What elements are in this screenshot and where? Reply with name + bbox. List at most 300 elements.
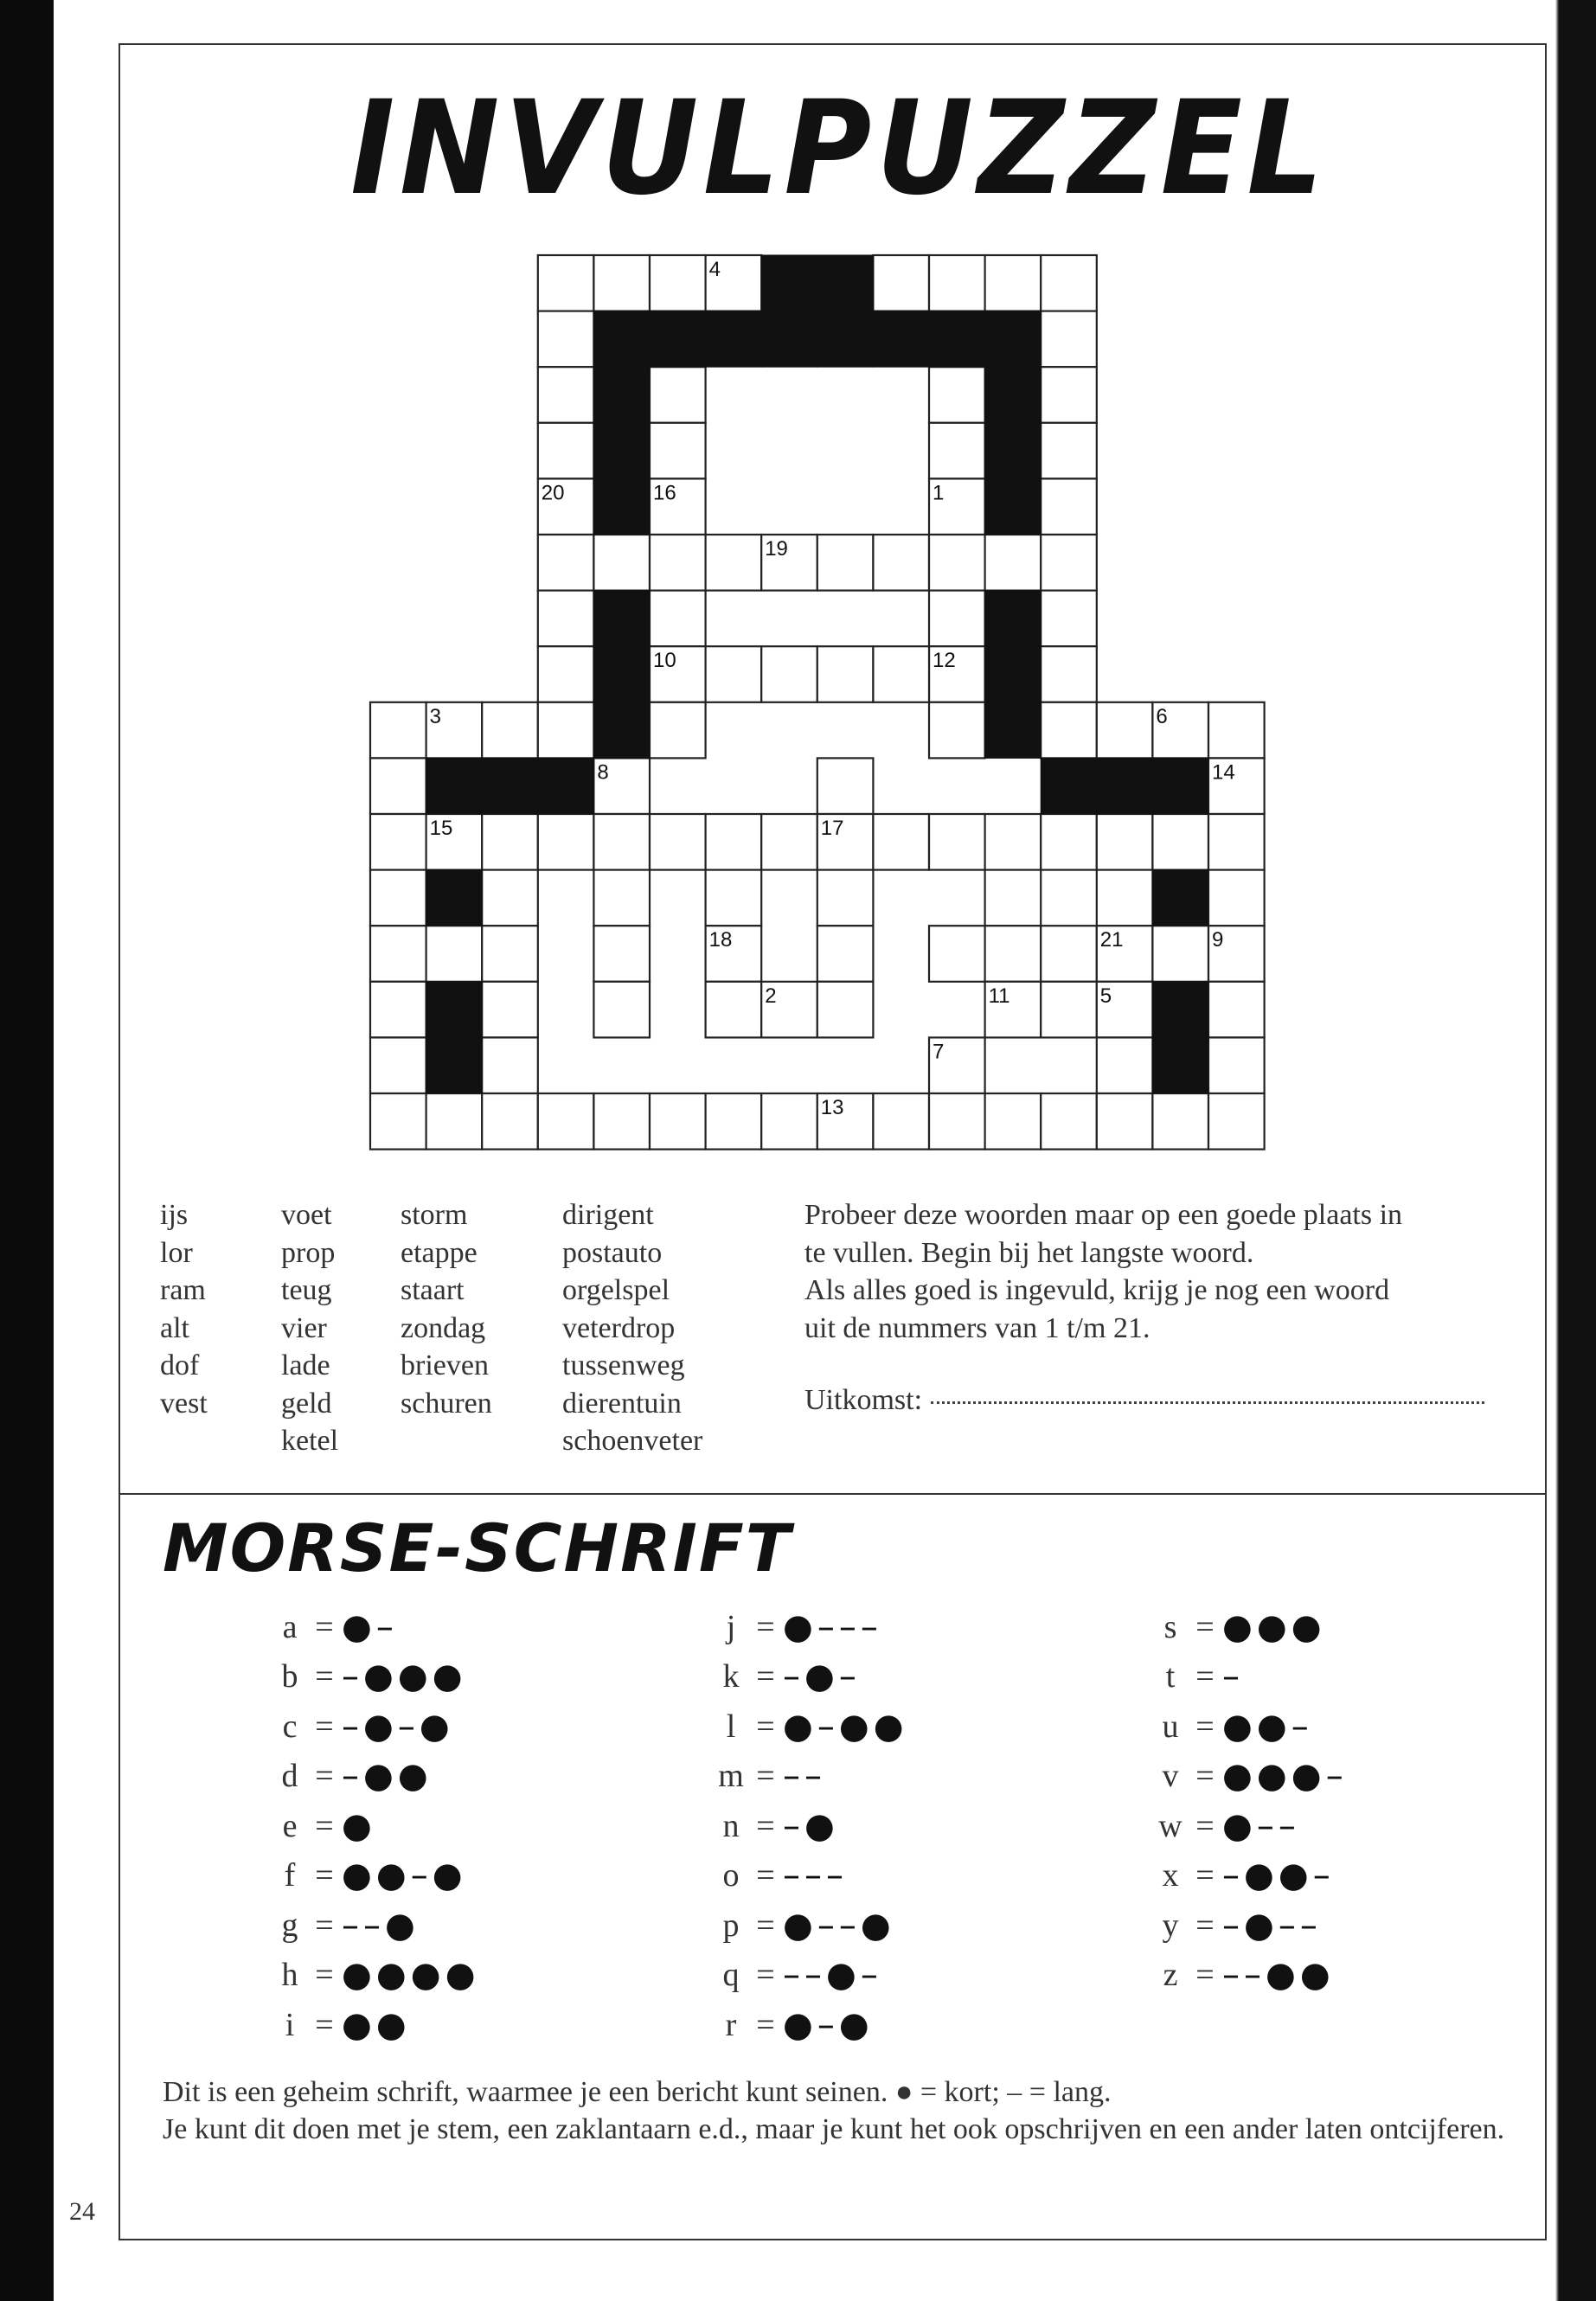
- grid-cell[interactable]: [1208, 1093, 1265, 1150]
- grid-cell[interactable]: [482, 1093, 538, 1150]
- morse-row-s: [1153, 1602, 1348, 1652]
- word: etappe: [401, 1236, 478, 1269]
- grid-cell[interactable]: [1041, 423, 1097, 479]
- grid-cell[interactable]: [1041, 311, 1097, 368]
- answer-line[interactable]: [804, 1384, 1484, 1417]
- grid-black-cell: [985, 367, 1042, 423]
- grid-cell[interactable]: [650, 1093, 706, 1150]
- morse-row-g: [272, 1900, 480, 1951]
- word: teug: [281, 1274, 332, 1306]
- morse-row-d: [272, 1752, 480, 1802]
- grid-cell[interactable]: [1208, 1037, 1265, 1093]
- cell-number: 3: [429, 704, 441, 728]
- grid-cell[interactable]: [706, 1093, 762, 1150]
- equals-sign: =: [315, 1608, 334, 1645]
- morse-letter: q: [722, 1957, 740, 1994]
- morse-letter: u: [1162, 1708, 1179, 1745]
- grid-cell[interactable]: [482, 926, 538, 982]
- grid-cell[interactable]: [1097, 1093, 1153, 1150]
- grid-cell[interactable]: [929, 814, 985, 870]
- morse-row-r: [714, 2000, 908, 2050]
- equals-sign: =: [315, 1907, 334, 1944]
- word-column-2: [281, 1196, 338, 1460]
- equals-sign: =: [756, 1758, 775, 1795]
- cell-number: 5: [1099, 984, 1112, 1008]
- grid-cell[interactable]: [929, 1093, 985, 1150]
- morse-letter: z: [1163, 1957, 1178, 1994]
- morse-code: ●: [342, 1805, 376, 1846]
- cell-number: 2: [765, 984, 777, 1008]
- equals-sign: =: [756, 1807, 775, 1844]
- answer-label: Uitkomst:: [804, 1384, 923, 1416]
- instruction-line: te vullen. Begin bij het langste woord.: [804, 1236, 1254, 1269]
- morse-letter: y: [1162, 1907, 1179, 1944]
- grid-cell[interactable]: [538, 702, 594, 759]
- grid-cell[interactable]: [817, 982, 874, 1038]
- page-number: 24: [69, 2197, 95, 2226]
- morse-code: –●––: [1222, 1905, 1322, 1945]
- morse-letter: b: [281, 1658, 298, 1695]
- grid-cell[interactable]: [370, 982, 426, 1038]
- morse-code: –: [1222, 1657, 1244, 1697]
- morse-row-m: [714, 1752, 908, 1802]
- morse-letter: f: [284, 1857, 296, 1894]
- cell-number: 12: [933, 649, 956, 673]
- grid-cell[interactable]: [482, 1037, 538, 1093]
- morse-row-v: [1153, 1752, 1348, 1802]
- grid-cell[interactable]: [593, 255, 650, 311]
- grid-black-cell: [985, 311, 1042, 368]
- grid-cell[interactable]: [538, 423, 594, 479]
- grid-cell[interactable]: [370, 870, 426, 926]
- morse-row-o: [714, 1851, 908, 1901]
- grid-cell[interactable]: [817, 646, 874, 702]
- morse-code: ●●●–: [1222, 1756, 1348, 1797]
- morse-letter: h: [281, 1957, 298, 1994]
- grid-black-cell: [593, 478, 650, 535]
- grid-cell[interactable]: [706, 646, 762, 702]
- instruction-line: uit de nummers van 1 t/m 21.: [804, 1311, 1151, 1344]
- cell-number: 15: [429, 817, 453, 840]
- grid-black-cell: [706, 311, 762, 368]
- grid-black-cell: [1097, 758, 1153, 814]
- morse-row-c: [272, 1702, 480, 1752]
- grid-black-cell: [985, 591, 1042, 647]
- morse-letter: g: [281, 1907, 298, 1944]
- morse-code: –●●: [342, 1756, 433, 1797]
- morse-code: ●●●: [1222, 1606, 1326, 1647]
- grid-cell[interactable]: [1041, 926, 1097, 982]
- morse-row-q: [714, 1951, 908, 2001]
- morse-code: ●––●: [783, 1905, 895, 1945]
- grid-black-cell: [761, 311, 817, 368]
- equals-sign: =: [1195, 1857, 1215, 1894]
- grid-black-cell: [650, 311, 706, 368]
- grid-cell[interactable]: [1152, 814, 1208, 870]
- grid-cell[interactable]: [650, 702, 706, 759]
- grid-cell[interactable]: [1097, 1037, 1153, 1093]
- grid-cell[interactable]: [1208, 702, 1265, 759]
- grid-black-cell: [817, 311, 874, 368]
- word: prop: [281, 1236, 336, 1269]
- grid-cell[interactable]: [1041, 591, 1097, 647]
- morse-row-a: [272, 1602, 480, 1652]
- grid-black-cell: [817, 255, 874, 311]
- explanation-line: Dit is een geheim schrift, waarmee je een bericht kunt seinen. ● = kort; – = lang.: [163, 2076, 1112, 2108]
- grid-cell[interactable]: [817, 926, 874, 982]
- morse-code: –●●●: [342, 1657, 467, 1697]
- morse-letter: m: [718, 1758, 744, 1795]
- morse-letter: e: [282, 1807, 298, 1844]
- grid-cell[interactable]: [593, 870, 650, 926]
- grid-cell[interactable]: [370, 926, 426, 982]
- grid-cell[interactable]: [370, 1093, 426, 1150]
- grid-cell[interactable]: [985, 1093, 1042, 1150]
- word: ram: [160, 1274, 206, 1306]
- grid-cell[interactable]: [873, 1093, 929, 1150]
- grid-cell[interactable]: [650, 814, 706, 870]
- grid-cell[interactable]: [873, 814, 929, 870]
- morse-letter: a: [282, 1608, 298, 1645]
- cell-number: 9: [1212, 928, 1224, 952]
- morse-letter: o: [722, 1857, 740, 1894]
- morse-row-l: [714, 1702, 908, 1752]
- word: schoenveter: [562, 1425, 703, 1457]
- morse-letter: p: [722, 1907, 740, 1944]
- grid-cell[interactable]: [929, 255, 985, 311]
- morse-code: –●●–: [1222, 1856, 1335, 1896]
- grid-cell[interactable]: [650, 367, 706, 423]
- grid-cell[interactable]: [538, 535, 594, 591]
- grid-cell[interactable]: [1208, 870, 1265, 926]
- cell-number: 19: [765, 537, 788, 561]
- grid-black-cell: [593, 423, 650, 479]
- morse-code: ––●: [342, 1905, 420, 1945]
- grid-cell[interactable]: [817, 870, 874, 926]
- grid-black-cell: [426, 982, 483, 1038]
- morse-code: ●●–●: [342, 1856, 467, 1896]
- grid-cell[interactable]: [985, 926, 1042, 982]
- grid-cell[interactable]: [482, 814, 538, 870]
- word: dirigent: [562, 1199, 654, 1231]
- morse-letter: l: [726, 1708, 736, 1745]
- morse-code: ●●: [342, 2004, 411, 2045]
- instruction-line: Als alles goed is ingevuld, krijg je nog een woord: [804, 1274, 1390, 1306]
- grid-cell[interactable]: [370, 702, 426, 759]
- grid-black-cell: [1152, 758, 1208, 814]
- equals-sign: =: [1195, 1957, 1215, 1994]
- grid-black-cell: [761, 255, 817, 311]
- grid-cell[interactable]: [538, 367, 594, 423]
- grid-cell[interactable]: [706, 982, 762, 1038]
- grid-cell[interactable]: [482, 982, 538, 1038]
- word: schuren: [401, 1387, 492, 1420]
- grid-cell[interactable]: [650, 255, 706, 311]
- equals-sign: =: [756, 1907, 775, 1944]
- word: voet: [281, 1199, 332, 1231]
- word: ketel: [281, 1425, 339, 1457]
- grid-black-cell: [593, 646, 650, 702]
- cell-number: 8: [597, 760, 609, 785]
- morse-code: ––●–: [783, 1955, 882, 1996]
- grid-cell[interactable]: [985, 870, 1042, 926]
- morse-explanation: [163, 2073, 1512, 2148]
- grid-cell[interactable]: [593, 814, 650, 870]
- cell-number: 17: [820, 817, 844, 840]
- grid-black-cell: [426, 1037, 483, 1093]
- grid-cell[interactable]: [538, 255, 594, 311]
- grid-cell[interactable]: [538, 646, 594, 702]
- grid-black-cell: [985, 702, 1042, 759]
- grid-cell[interactable]: [650, 535, 706, 591]
- grid-cell[interactable]: [650, 591, 706, 647]
- morse-row-k: [714, 1652, 908, 1702]
- cell-number: 10: [653, 649, 676, 673]
- morse-code: ●●–: [1222, 1706, 1313, 1747]
- grid-cell[interactable]: [1152, 926, 1208, 982]
- word: veterdrop: [562, 1311, 676, 1344]
- word: tussenweg: [562, 1349, 685, 1381]
- cell-number: 18: [708, 928, 733, 952]
- puzzle-title: INVULPUZZEL: [350, 74, 1328, 224]
- cell-number: 4: [708, 258, 721, 281]
- equals-sign: =: [1195, 1608, 1215, 1645]
- equals-sign: =: [1195, 1758, 1215, 1795]
- word: brieven: [401, 1349, 489, 1381]
- grid-cell[interactable]: [761, 1093, 817, 1150]
- word: staart: [401, 1274, 465, 1306]
- equals-sign: =: [756, 1658, 775, 1695]
- morse-letter: r: [725, 2006, 737, 2043]
- grid-cell[interactable]: [929, 367, 985, 423]
- morse-code: ●–●●: [783, 1706, 908, 1747]
- morse-letter: d: [281, 1758, 298, 1795]
- grid-cell[interactable]: [1041, 646, 1097, 702]
- grid-cell[interactable]: [593, 535, 650, 591]
- grid-cell[interactable]: [1097, 702, 1153, 759]
- grid-cell[interactable]: [426, 1093, 483, 1150]
- grid-black-cell: [1152, 1037, 1208, 1093]
- equals-sign: =: [315, 1957, 334, 1994]
- grid-cell[interactable]: [1041, 814, 1097, 870]
- grid-cell[interactable]: [817, 535, 874, 591]
- grid-cell[interactable]: [706, 535, 762, 591]
- grid-black-cell: [426, 870, 483, 926]
- grid-black-cell: [1041, 758, 1097, 814]
- grid-cell[interactable]: [1041, 702, 1097, 759]
- morse-row-y: [1153, 1900, 1348, 1951]
- morse-row-e: [272, 1801, 480, 1851]
- equals-sign: =: [1195, 1907, 1215, 1944]
- grid-cell[interactable]: [985, 814, 1042, 870]
- grid-black-cell: [482, 758, 538, 814]
- word: ijs: [160, 1199, 189, 1231]
- equals-sign: =: [315, 1758, 334, 1795]
- morse-row-b: [272, 1652, 480, 1702]
- grid-black-cell: [426, 758, 483, 814]
- grid-cell[interactable]: [1041, 535, 1097, 591]
- grid-cell[interactable]: [706, 814, 762, 870]
- equals-sign: =: [756, 1708, 775, 1745]
- grid-cell[interactable]: [370, 1037, 426, 1093]
- morse-code: ●–●: [783, 2004, 874, 2045]
- cell-number: 21: [1099, 928, 1124, 952]
- grid-cell[interactable]: [370, 758, 426, 814]
- cell-number: 11: [988, 984, 1010, 1008]
- morse-code: ––●●: [1222, 1955, 1335, 1996]
- grid-cell[interactable]: [1152, 1093, 1208, 1150]
- equals-sign: =: [1195, 1708, 1215, 1745]
- grid-cell[interactable]: [1097, 814, 1153, 870]
- morse-row-w: [1153, 1801, 1348, 1851]
- grid-cell[interactable]: [482, 702, 538, 759]
- word-column-3: [401, 1196, 492, 1422]
- morse-row-f: [272, 1851, 480, 1901]
- grid-black-cell: [1152, 982, 1208, 1038]
- grid-cell[interactable]: [873, 255, 929, 311]
- grid-black-cell: [593, 702, 650, 759]
- morse-row-z: [1153, 1951, 1348, 2001]
- morse-letter: x: [1162, 1857, 1179, 1894]
- grid-cell[interactable]: [593, 926, 650, 982]
- morse-column-2: [714, 1602, 908, 2050]
- morse-row-j: [714, 1602, 908, 1652]
- morse-letter: j: [726, 1608, 736, 1645]
- grid-cell[interactable]: [1097, 870, 1153, 926]
- grid-cell[interactable]: [1208, 814, 1265, 870]
- morse-row-h: [272, 1951, 480, 2001]
- cell-number: 20: [541, 481, 565, 505]
- grid-cell[interactable]: [1041, 255, 1097, 311]
- morse-title: MORSE-SCHRIFT: [163, 1509, 792, 1586]
- equals-sign: =: [315, 1708, 334, 1745]
- word: vest: [160, 1387, 208, 1420]
- grid-cell[interactable]: [426, 926, 483, 982]
- cell-number: 16: [653, 481, 676, 505]
- grid-cell[interactable]: [1041, 367, 1097, 423]
- equals-sign: =: [1195, 1807, 1215, 1844]
- equals-sign: =: [1195, 1658, 1215, 1695]
- grid-black-cell: [985, 423, 1042, 479]
- morse-row-n: [714, 1801, 908, 1851]
- grid-cell[interactable]: [761, 646, 817, 702]
- word: alt: [160, 1311, 189, 1344]
- morse-letter: w: [1158, 1807, 1183, 1844]
- morse-row-x: [1153, 1851, 1348, 1901]
- grid-cell[interactable]: [929, 702, 985, 759]
- morse-row-u: [1153, 1702, 1348, 1752]
- grid-cell[interactable]: [1041, 478, 1097, 535]
- grid-cell[interactable]: [538, 1093, 594, 1150]
- word-column-1: [160, 1196, 208, 1422]
- answer-dotted-line[interactable]: [931, 1401, 1484, 1404]
- morse-letter: k: [722, 1658, 740, 1695]
- grid-cell[interactable]: [985, 535, 1042, 591]
- word: lade: [281, 1349, 330, 1381]
- grid-cell[interactable]: [482, 870, 538, 926]
- grid-black-cell: [929, 311, 985, 368]
- morse-code: ●––: [1222, 1805, 1300, 1846]
- grid-cell[interactable]: [538, 591, 594, 647]
- grid-black-cell: [538, 758, 594, 814]
- grid-cell[interactable]: [873, 535, 929, 591]
- grid-cell[interactable]: [929, 423, 985, 479]
- grid-cell[interactable]: [538, 814, 594, 870]
- word: dof: [160, 1349, 200, 1381]
- equals-sign: =: [756, 1957, 775, 1994]
- word-column-4: [562, 1196, 702, 1460]
- grid-cell[interactable]: [873, 646, 929, 702]
- morse-code: –●–●: [342, 1706, 454, 1747]
- morse-code: –●–: [783, 1657, 861, 1697]
- morse-code: –––: [783, 1856, 848, 1896]
- morse-row-i: [272, 2000, 480, 2050]
- morse-code: ●●●●: [342, 1955, 480, 1996]
- grid-cell[interactable]: [370, 814, 426, 870]
- morse-letter: s: [1163, 1608, 1177, 1645]
- word: zondag: [401, 1311, 486, 1344]
- grid-black-cell: [593, 311, 650, 368]
- morse-letter: t: [1165, 1658, 1176, 1695]
- morse-letter: v: [1162, 1758, 1179, 1795]
- morse-row-p: [714, 1900, 908, 1951]
- word: dierentuin: [562, 1387, 682, 1420]
- morse-code: ●–: [342, 1606, 398, 1647]
- morse-letter: i: [285, 2006, 295, 2043]
- grid-cell[interactable]: [1041, 1093, 1097, 1150]
- instruction-line: Probeer deze woorden maar op een goede plaats in: [804, 1199, 1403, 1231]
- equals-sign: =: [315, 1857, 334, 1894]
- word: lor: [160, 1236, 193, 1269]
- equals-sign: =: [756, 1608, 775, 1645]
- grid-black-cell: [593, 367, 650, 423]
- morse-letter: c: [282, 1708, 298, 1745]
- grid-black-cell: [985, 478, 1042, 535]
- grid-cell[interactable]: [1041, 982, 1097, 1038]
- grid-cell[interactable]: [1208, 982, 1265, 1038]
- equals-sign: =: [756, 1857, 775, 1894]
- cell-number: 6: [1156, 704, 1168, 728]
- grid-cell[interactable]: [706, 870, 762, 926]
- grid-black-cell: [593, 591, 650, 647]
- word: storm: [401, 1199, 468, 1231]
- grid-cell[interactable]: [929, 926, 985, 982]
- grid-cell[interactable]: [593, 1093, 650, 1150]
- grid-black-cell: [1152, 870, 1208, 926]
- cell-number: 7: [933, 1040, 945, 1064]
- instructions: [804, 1196, 1514, 1347]
- morse-row-t: [1153, 1652, 1348, 1702]
- equals-sign: =: [315, 1807, 334, 1844]
- equals-sign: =: [315, 2006, 334, 2043]
- explanation-line: Je kunt dit doen met je stem, een zaklantaarn e.d., maar je kunt het ook opschrijven en een ander laten ontcijferen.: [163, 2113, 1505, 2145]
- morse-code: ––: [783, 1756, 826, 1797]
- grid-black-cell: [985, 646, 1042, 702]
- grid-cell[interactable]: [929, 591, 985, 647]
- grid-cell[interactable]: [817, 758, 874, 814]
- grid-cell[interactable]: [929, 535, 985, 591]
- morse-column-1: [272, 1602, 480, 2050]
- grid-cell[interactable]: [761, 814, 817, 870]
- cell-number: 13: [820, 1096, 844, 1119]
- grid-cell[interactable]: [593, 982, 650, 1038]
- equals-sign: =: [315, 1658, 334, 1695]
- grid-cell[interactable]: [650, 423, 706, 479]
- grid-cell[interactable]: [985, 255, 1042, 311]
- word: postauto: [562, 1236, 663, 1269]
- word: orgelspel: [562, 1274, 670, 1306]
- grid-cell[interactable]: [538, 311, 594, 368]
